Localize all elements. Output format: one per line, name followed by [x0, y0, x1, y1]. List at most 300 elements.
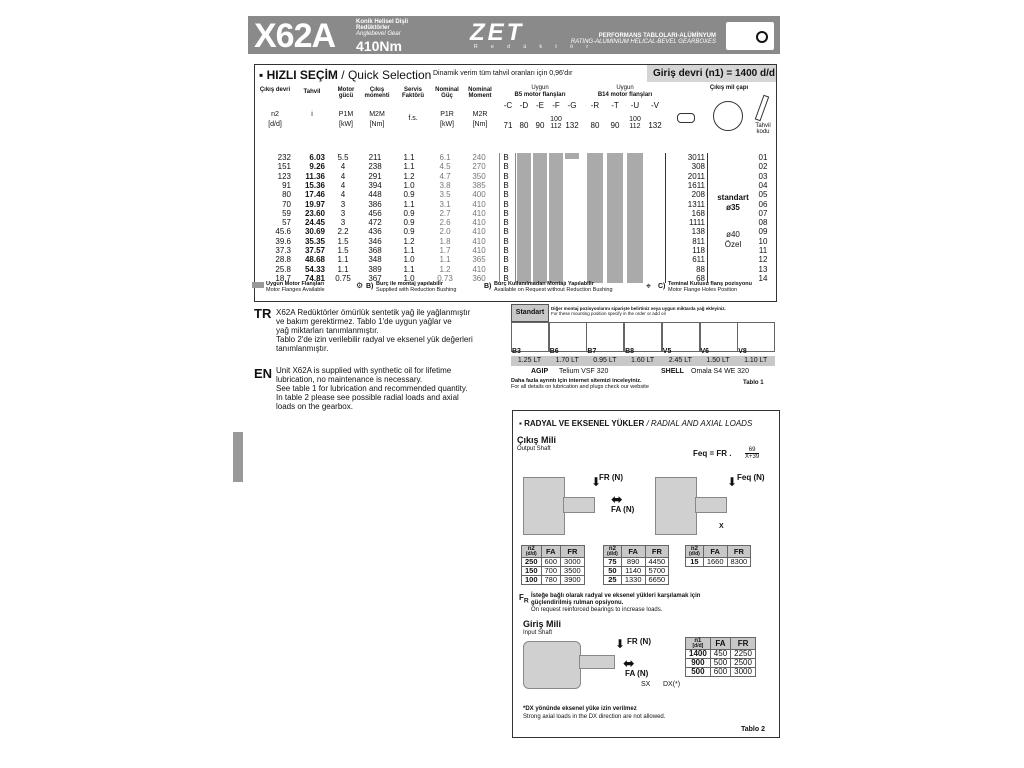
- table-cell: 3: [340, 199, 346, 209]
- sym-mn: M2R: [472, 111, 488, 118]
- grid-col: [565, 153, 579, 159]
- arrow-down-icon: ⬇: [591, 475, 602, 489]
- table-cell: 456: [368, 208, 382, 218]
- table-cell: 700: [541, 567, 561, 576]
- table-cell: 30.69: [304, 227, 325, 237]
- table-cell: 13: [758, 264, 768, 274]
- quick-selection-title: ▪ HIZLI SEÇİM / Quick Selection: [259, 68, 432, 82]
- table-cell: 1.1: [439, 255, 451, 265]
- table-cell: B: [503, 171, 509, 181]
- table-cell: 118: [692, 246, 705, 255]
- legend-2-tr: Burç ile montaj yapılabilir: [376, 281, 443, 287]
- output-shaft-title: Çıkış Mili: [517, 435, 557, 445]
- en-line: loads on the gearbox.: [276, 402, 353, 411]
- table-cell: 1.1: [403, 246, 415, 255]
- col-n: [686, 546, 704, 558]
- output-load-table-2: [603, 545, 669, 585]
- legend-3-key: B): [484, 283, 492, 290]
- table-cell: 291: [368, 171, 382, 181]
- table-cell: 410: [472, 264, 486, 274]
- b5-sub: B5 motor flanşları: [514, 92, 566, 98]
- efficiency-note: Dinamik verim tüm tahvil oranları için 0,96'dır: [433, 70, 573, 77]
- shell-oil: Omala S4 WE 320: [691, 368, 749, 375]
- table-cell: 4: [340, 190, 346, 200]
- shaft-opt2: Özel: [724, 240, 742, 249]
- unit-kw2: [kW]: [440, 121, 454, 128]
- table-cell: 28.8: [275, 255, 291, 265]
- foot-en: Strong axial loads in the DX direction are not allowed.: [523, 714, 666, 720]
- table-cell: 211: [368, 153, 382, 162]
- table-cell: 23.60: [304, 208, 325, 218]
- col-fa: FA: [710, 638, 730, 650]
- b5-head: Uygun: [531, 85, 549, 91]
- gearbox-drawing: [655, 477, 697, 535]
- table-cell: 15: [686, 558, 704, 567]
- table-cell: 436: [368, 227, 382, 237]
- x-label: X: [719, 523, 724, 530]
- table-header: [604, 546, 669, 558]
- table-cell: B: [503, 208, 509, 218]
- footer-en: For all details on lubrication and plugs check our website: [511, 384, 649, 390]
- table-cell: B: [503, 190, 509, 200]
- position-label: B3: [512, 348, 521, 355]
- table-cell: B: [503, 180, 509, 190]
- note-tr: İsteğe bağlı olarak radyal ve eksenel yükleri karşılamak için: [531, 593, 701, 599]
- table-cell: 385: [472, 180, 486, 190]
- table-cell: 1.8: [439, 236, 451, 246]
- b14-size: 90: [610, 121, 620, 130]
- legend-2: [376, 281, 456, 293]
- en-line: Unit X62A is supplied with synthetic oil for lifetime: [276, 366, 452, 375]
- divider: [707, 153, 708, 283]
- col-n: [604, 546, 622, 558]
- table-cell: 4450: [645, 558, 669, 567]
- feq-label: Feq (N): [737, 473, 765, 482]
- table-cell: 37.57: [304, 246, 325, 255]
- sym-pn: P1R: [440, 111, 454, 118]
- hdr-n: n2: [608, 546, 616, 552]
- table-cell: 4.7: [439, 171, 451, 181]
- table-cell: 19.97: [304, 199, 325, 209]
- table-cell: 1.1: [337, 255, 349, 265]
- table-cell: 4: [340, 180, 346, 190]
- table-cell: 01: [758, 153, 768, 162]
- table-cell: 2.2: [337, 227, 349, 237]
- quick-selection-table: [254, 64, 777, 302]
- table-cell: 1.0: [403, 255, 415, 265]
- tr-line: yağ miktarları tanımlanmıştır.: [276, 326, 379, 335]
- en-paragraph: [276, 366, 468, 411]
- tr-line: ve bakım gerektirmez. Tablo 1'de uygun yağlar ve: [276, 317, 452, 326]
- shaft-std-d: ø35: [726, 203, 740, 212]
- bushing-icon: ⚙: [356, 281, 364, 290]
- col-fa: FA: [541, 546, 561, 558]
- table-cell: 68: [696, 273, 705, 283]
- gearbox-icon: [726, 22, 774, 50]
- tr-paragraph: [276, 308, 473, 353]
- arrow-down-icon: ⬇: [727, 475, 738, 489]
- table-header: [686, 638, 756, 650]
- table-cell: 5700: [645, 567, 669, 576]
- table-cell: 1330: [621, 576, 645, 585]
- table-cell: 05: [758, 190, 768, 200]
- tr-tag: TR: [254, 306, 272, 321]
- table-cell: 2.7: [439, 208, 451, 218]
- fr-icon: $F_R$: [519, 593, 529, 605]
- position-label: B7: [587, 348, 597, 355]
- table-cell: 4.5: [439, 162, 451, 172]
- lubrication-table: [511, 304, 775, 390]
- table-cell: 389: [368, 264, 382, 274]
- table-cell: 37.3: [275, 246, 291, 255]
- table-cell: 890: [621, 558, 645, 567]
- legend-1: [266, 281, 325, 293]
- table-cell: 1.1: [403, 199, 415, 209]
- b14-head: Uygun: [616, 85, 634, 91]
- table-cell: 500: [686, 668, 711, 677]
- oil-quantity: 0.95 LT: [593, 357, 617, 364]
- b5-size: 80: [519, 121, 529, 130]
- legend-4: [668, 281, 752, 293]
- table-cell: 232: [277, 153, 291, 162]
- b14-size: 132: [648, 121, 662, 130]
- col-fa: FA: [703, 546, 727, 558]
- table-cell: 308: [691, 162, 705, 172]
- table-cell: 11: [758, 246, 768, 255]
- b5-size: 90: [535, 121, 545, 130]
- table-cell: 54.33: [304, 264, 325, 274]
- grid-col: [517, 153, 531, 283]
- position-label: V8: [738, 348, 747, 355]
- b14-size: 100 112: [629, 116, 641, 130]
- shaft-std: standart: [717, 193, 749, 202]
- table-cell: 17.46: [304, 190, 325, 200]
- grid-col: [549, 153, 563, 283]
- table-cell: 394: [368, 180, 382, 190]
- table1-label: Tablo 1: [743, 380, 764, 386]
- table-cell: 3000: [731, 668, 756, 677]
- table-cell: 138: [691, 227, 705, 237]
- table-cell: 386: [368, 199, 382, 209]
- dx-footnote: [523, 705, 665, 721]
- arrow-lr-icon: ⬌: [623, 655, 635, 671]
- table-cell: 11.36: [305, 171, 325, 181]
- shaft-head: Çıkış mil çapı: [709, 85, 749, 91]
- table-cell: 600: [541, 558, 561, 567]
- key-icon: [677, 113, 695, 123]
- output-load-table-1: [521, 545, 585, 585]
- legend-4-en: Motor Flange Holes Position: [668, 287, 738, 293]
- sym-fs: f.s.: [408, 115, 418, 122]
- frac-bot: X+39: [745, 454, 760, 460]
- table-cell: 1660: [703, 558, 727, 567]
- dx-label: DX(*): [663, 681, 681, 688]
- legend-4-tr: Teminal Kutusu flanş pozisyonu: [668, 281, 752, 287]
- table-cell: 1.7: [439, 246, 451, 255]
- table-cell: 1.1: [403, 153, 415, 162]
- table-cell: 74.81: [304, 273, 325, 283]
- table-row: [686, 558, 751, 567]
- table-cell: 04: [758, 180, 768, 190]
- input-gearbox-drawing: [523, 641, 581, 689]
- table-cell: 12: [758, 255, 768, 265]
- brand-logo: ZET: [470, 19, 525, 46]
- tr-line: X62A Redüktörler ömürlük sentetik yağ ile yağlanmıştır: [276, 308, 471, 317]
- table-cell: 3000: [561, 558, 585, 567]
- shaft-opt: ø40: [726, 230, 740, 239]
- table-cell: 150: [522, 567, 542, 576]
- table-cell: 450: [710, 650, 730, 659]
- table-cell: 35.35: [304, 236, 325, 246]
- oil-quantity: 1.50 LT: [706, 357, 730, 364]
- b5-col: -E: [536, 101, 544, 110]
- header-description: [356, 19, 408, 37]
- sym-n2: n2: [271, 111, 279, 118]
- col-service-factor: Servis Faktörü: [401, 87, 424, 99]
- table-cell: 1.2: [439, 264, 451, 274]
- table-cell: 07: [758, 208, 768, 218]
- table-cell: 3.8: [439, 180, 451, 190]
- table-cell: B: [503, 199, 509, 209]
- oil-quantity: 1.10 LT: [744, 357, 768, 364]
- table-cell: 0.73: [437, 273, 453, 283]
- table-cell: 88: [696, 264, 705, 274]
- unit-dd: [d/d]: [268, 121, 282, 128]
- input-shaft-en: Input Shaft: [523, 630, 553, 636]
- position-label: B6: [549, 348, 559, 355]
- sym-m2m: M2M: [369, 111, 385, 118]
- table-cell: 410: [472, 236, 486, 246]
- table-cell: 03: [758, 171, 768, 181]
- output-shaft-en: Output Shaft: [517, 446, 551, 452]
- hdr-n: n2: [690, 546, 698, 552]
- input-speed-label: Giriş devri (n1) = 1400 d/d: [647, 65, 776, 82]
- radial-axial-loads: [512, 410, 780, 738]
- table-cell: 4: [340, 162, 346, 172]
- table-cell: 600: [710, 668, 730, 677]
- table-header: [686, 546, 751, 558]
- hdr-unit: (d/d): [607, 551, 618, 557]
- table-cell: 3011: [687, 153, 705, 162]
- col-motor-power: Motor gücü: [337, 87, 355, 99]
- footer-tr: Daha fazla ayrıntı için internet sitemizi inceleyiniz.: [511, 378, 642, 384]
- hdr-unit: (d/d): [689, 551, 700, 557]
- table-cell: 168: [691, 208, 705, 218]
- table-cell: B: [503, 264, 509, 274]
- table-cell: 400: [472, 190, 486, 200]
- table-cell: 368: [368, 246, 382, 255]
- table-cell: 346: [368, 236, 382, 246]
- hdr-unit: (d/d): [525, 551, 537, 557]
- table-cell: 1.0: [403, 273, 415, 283]
- table-row: [604, 576, 669, 585]
- b5-col: -F: [552, 101, 560, 110]
- en-line: In table 2 please see possible radial loads and axial: [276, 393, 459, 402]
- sym-p1m: P1M: [338, 111, 354, 118]
- table-cell: 410: [472, 218, 486, 228]
- table-cell: 1140: [621, 567, 645, 576]
- table-cell: 1311: [687, 199, 705, 209]
- table-cell: 410: [472, 246, 486, 255]
- radial-title: ▪ RADYAL VE EKSENEL YÜKLER / RADIAL AND AXIAL LOADS: [519, 419, 753, 428]
- table-cell: 1.2: [403, 236, 415, 246]
- standard-footer: [511, 378, 649, 390]
- table-cell: 4: [340, 171, 346, 181]
- col-nominal-moment: Nominal Moment: [468, 87, 492, 99]
- col-n: [522, 546, 542, 558]
- table-cell: B: [503, 246, 509, 255]
- unit-nm: [Nm]: [369, 121, 385, 128]
- table-row: [686, 668, 756, 677]
- unit-kw: [kW]: [339, 121, 353, 128]
- table-cell: B: [503, 227, 509, 237]
- table-cell: 70: [282, 199, 291, 209]
- b5-size: 100 112: [550, 116, 562, 130]
- input-shaft-title: Giriş Mili: [523, 619, 562, 629]
- table-cell: 0.9: [403, 190, 415, 200]
- standard-note: [551, 306, 726, 316]
- b14-col: -U: [630, 101, 640, 110]
- legend-1-en: Motor Flanges Available: [266, 287, 325, 293]
- b14-col: -T: [611, 101, 619, 110]
- reinforced-note: [531, 593, 700, 614]
- table-cell: 6.1: [439, 153, 451, 162]
- col-fr: FR: [645, 546, 669, 558]
- table-cell: 365: [472, 255, 486, 265]
- side-tab: [233, 432, 243, 482]
- table-cell: 02: [758, 162, 768, 172]
- unit-nm2: [Nm]: [472, 121, 488, 128]
- b14-col: -R: [590, 101, 600, 110]
- table-cell: 151: [277, 162, 291, 172]
- table-cell: 500: [710, 659, 730, 668]
- pencil-icon: [755, 95, 770, 121]
- note-tr2: güçlendirilmiş rulman opsiyonu.: [531, 600, 624, 606]
- table-cell: 59: [282, 208, 291, 218]
- table-row: [522, 576, 585, 585]
- grid-col: [627, 153, 643, 283]
- table-cell: 1611: [687, 180, 705, 190]
- table-cell: 1.1: [403, 264, 415, 274]
- table-cell: 39.6: [275, 236, 291, 246]
- frac-top: 69: [748, 447, 756, 453]
- crosshair-icon: ⌖: [646, 281, 652, 291]
- en-line: lubrication, no maintenance is necessary.: [276, 375, 423, 384]
- sym-i: i: [311, 111, 313, 118]
- table-cell: 348: [368, 255, 382, 265]
- title-en: / Quick Selection: [337, 68, 432, 82]
- hdr-unit: [d/d]: [692, 643, 704, 649]
- table-cell: 48.68: [304, 255, 325, 265]
- table-cell: 8300: [727, 558, 751, 567]
- table-cell: 123: [277, 171, 291, 181]
- table-cell: 1400: [686, 650, 711, 659]
- performance-title: [560, 33, 716, 45]
- table2-label: Tablo 2: [741, 726, 765, 733]
- table-cell: 410: [472, 227, 486, 237]
- table-cell: 0.75: [335, 273, 351, 283]
- shaft-section-icon: [713, 101, 743, 131]
- input-fr-label: FR (N): [627, 637, 651, 646]
- table-cell: 611: [692, 255, 705, 265]
- table-cell: 57: [282, 218, 291, 228]
- table-cell: 25: [604, 576, 622, 585]
- arrow-down-icon: ⬇: [615, 637, 626, 651]
- table-cell: 91: [282, 180, 291, 190]
- shell-label: SHELL: [661, 368, 684, 375]
- feq-fraction: [745, 447, 759, 461]
- table-cell: B: [503, 162, 509, 172]
- b14-sub: B14 motor flanşları: [597, 92, 653, 98]
- table-cell: 367: [368, 273, 382, 283]
- table-cell: 18.7: [275, 273, 291, 283]
- table-cell: 3: [340, 218, 346, 228]
- table-cell: B: [503, 236, 509, 246]
- en-line: See table 1 for lubrication and recommended quantity.: [276, 384, 468, 393]
- standard-note-en: For these mounting position specify in the order or add oil: [551, 311, 666, 316]
- table-cell: 1.5: [337, 236, 349, 246]
- b5-size: 132: [565, 121, 579, 130]
- col-fr: FR: [561, 546, 585, 558]
- table-cell: 0.9: [403, 227, 415, 237]
- legend-2-en: Supplied with Reduction Bushing: [376, 287, 457, 293]
- table-cell: 240: [472, 153, 486, 162]
- table-cell: 360: [472, 273, 486, 283]
- table-cell: 250: [522, 558, 542, 567]
- table-cell: 2.6: [439, 218, 451, 228]
- b5-size: 71: [503, 121, 513, 130]
- table-cell: 1.5: [337, 246, 349, 255]
- table-cell: 08: [758, 218, 768, 228]
- table-cell: 3: [340, 208, 346, 218]
- table-cell: 1.1: [403, 162, 415, 172]
- table-cell: 238: [368, 162, 382, 172]
- radial-title-en: / RADIAL AND AXIAL LOADS: [644, 419, 753, 428]
- table-cell: 1111: [688, 218, 705, 228]
- table-cell: B: [503, 153, 509, 162]
- radial-title-tr: RADYAL VE EKSENEL YÜKLER: [524, 419, 645, 428]
- perf-en: RATING-ALUMINIUM HELICAL-BEVEL GEARBOXES: [570, 39, 716, 45]
- table-cell: B: [503, 218, 509, 228]
- b5-col: -C: [503, 101, 513, 110]
- note-en: On request reinforced bearings to increase loads.: [531, 607, 663, 613]
- table-cell: 09: [758, 227, 768, 237]
- table-cell: 14: [758, 273, 768, 283]
- b5-col: -D: [519, 101, 529, 110]
- table-cell: 410: [472, 208, 486, 218]
- desc-tr2: Redüktörler: [356, 25, 390, 31]
- table-cell: 15.36: [304, 180, 325, 190]
- table-cell: 780: [541, 576, 561, 585]
- table-cell: 1.2: [403, 171, 415, 181]
- table-cell: 0.9: [403, 208, 415, 218]
- hdr-n: n1: [694, 638, 702, 644]
- table-cell: 811: [692, 236, 705, 246]
- col-fr: FR: [727, 546, 751, 558]
- table-cell: 900: [686, 659, 711, 668]
- legend-1-tr: Uygun Motor Flanşları: [266, 281, 325, 287]
- legend-4-key: C): [658, 283, 666, 290]
- table-cell: 2250: [731, 650, 756, 659]
- model-title: X62A: [254, 17, 336, 55]
- shaft-drawing: [695, 497, 727, 513]
- standard-label: Standart: [511, 304, 549, 322]
- table-cell: 6650: [645, 576, 669, 585]
- col-n: [686, 638, 711, 650]
- col-output-moment: Çıkış momenti: [364, 87, 390, 99]
- output-load-table-3: [685, 545, 751, 567]
- code-head: Tahvil kodu: [755, 123, 771, 135]
